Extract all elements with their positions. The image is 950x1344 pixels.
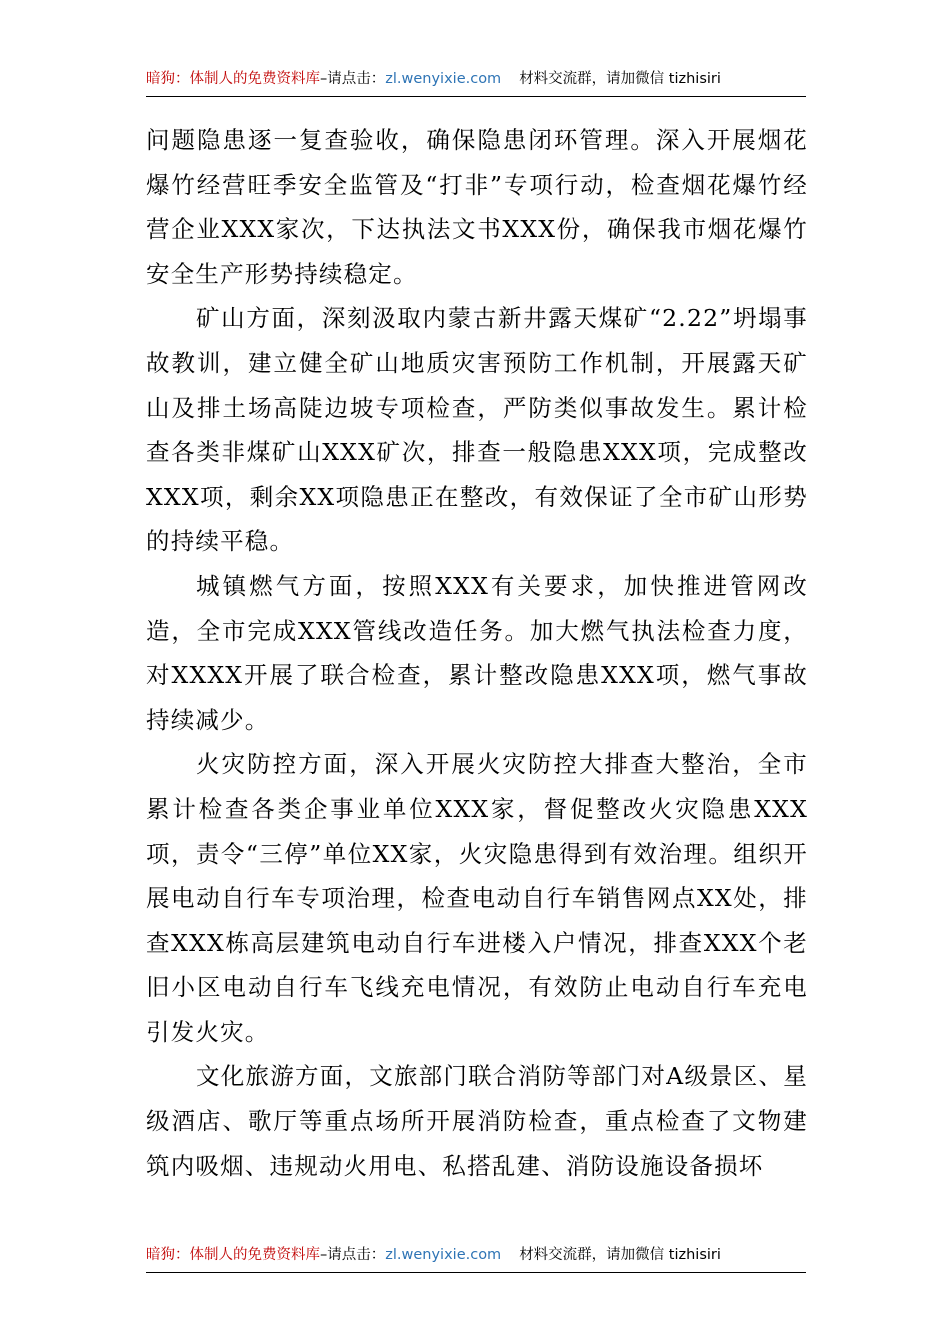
header-site-name: 暗狗：体制人的免费资料库 <box>146 71 320 87</box>
document-body <box>146 118 808 1188</box>
header-site-link[interactable]: zl.wenyixie.com <box>385 71 502 87</box>
paragraph-urban-gas: 城镇燃气方面，按照XXX有关要求，加快推进管网改造，全市完成XXX管线改造任务。加大燃气执法检查力度，对XXXX开展了联合检查，累计整改隐患XXX项，燃气事故持续减少。 <box>146 571 808 734</box>
paragraph-fire-control: 火灾防控方面，深入开展火灾防控大排查大整治，全市累计检查各类企事业单位XXX家，督促整改火灾隐患XXX项，责令“三停”单位XX家，火灾隐患得到有效治理。组织开展电动自行车专项治理，检查电动自行车销售网点XX处，排查XXX栋高层建筑电动自行车进楼入户情况，排查XXX个老旧小区电动自行车飞线充电情况，有效防止电动自行车充电引发火灾。 <box>146 750 808 1046</box>
paragraph-mines: 矿山方面，深刻汲取内蒙古新井露天煤矿“2.22”坍塌事故教训，建立健全矿山地质灾害预防工作机制，开展露天矿山及排土场高陡边坡专项检查，严防类似事故发生。累计检查各类非煤矿山XXX矿次，排查一般隐患XXX项，完成整改XXX项，剩余XX项隐患正在整改，有效保证了全市矿山形势的持续平稳。 <box>146 304 808 556</box>
header-group-text: 材料交流群，请加微信 tizhisiri <box>519 71 721 87</box>
footer-banner <box>146 1242 806 1268</box>
header-banner <box>146 66 806 92</box>
header-click-prompt: –请点击： <box>320 71 386 87</box>
footer-site-name: 暗狗：体制人的免费资料库 <box>146 1247 320 1263</box>
paragraph-culture-tourism: 文化旅游方面，文旅部门联合消防等部门对A级景区、星级酒店、歌厅等重点场所开展消防检查，重点检查了文物建筑内吸烟、违规动火用电、私搭乱建、消防设施设备损坏 <box>146 1062 808 1180</box>
header-divider <box>146 96 806 97</box>
footer-click-prompt: –请点击： <box>320 1247 386 1263</box>
footer-group-text: 材料交流群，请加微信 tizhisiri <box>519 1247 721 1263</box>
paragraph-continuation: 问题隐患逐一复查验收，确保隐患闭环管理。深入开展烟花爆竹经营旺季安全监管及“打非”专项行动，检查烟花爆竹经营企业XXX家次，下达执法文书XXX份，确保我市烟花爆竹安全生产形势持续稳定。 <box>146 126 808 288</box>
footer-divider <box>146 1272 806 1273</box>
footer-site-link[interactable]: zl.wenyixie.com <box>385 1247 502 1263</box>
